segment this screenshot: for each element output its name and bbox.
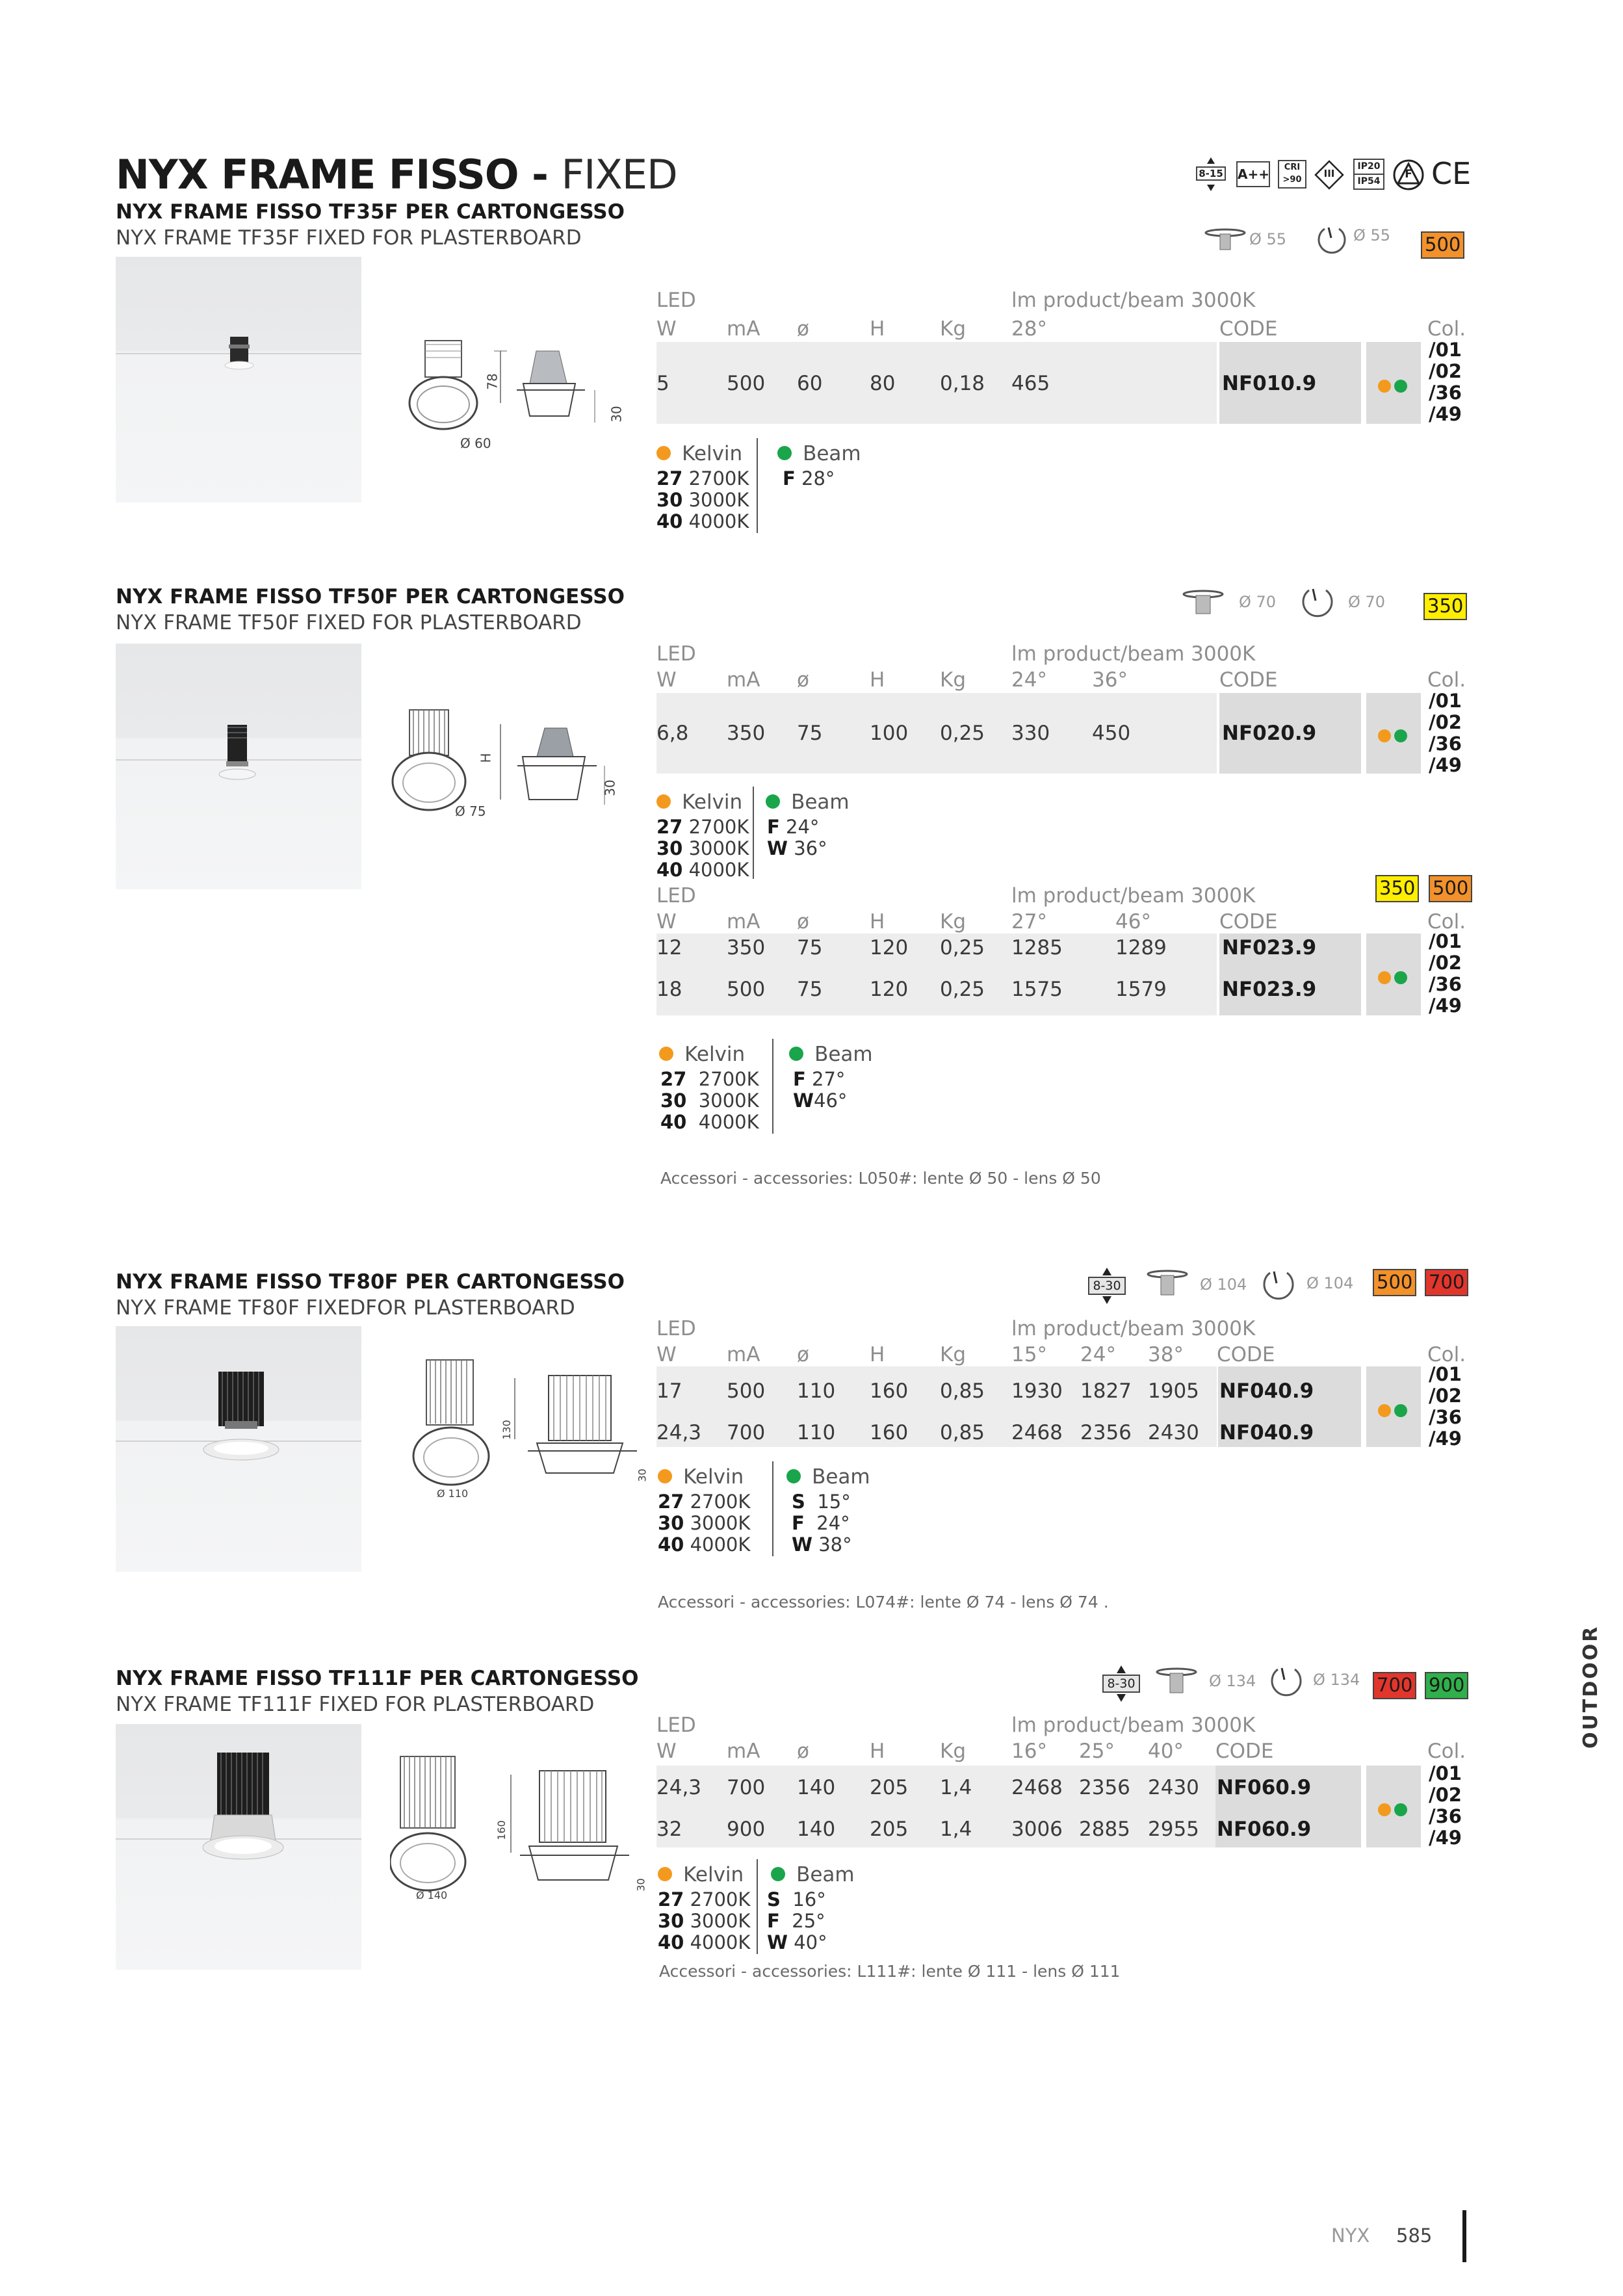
header-ma: mA bbox=[727, 1740, 760, 1763]
class-iii-label: III bbox=[1323, 168, 1335, 179]
kelvin-list: 27 2700K 30 3000K 40 4000K bbox=[660, 1068, 759, 1133]
tilt-icon bbox=[1261, 1268, 1296, 1303]
green-dot-icon bbox=[766, 794, 780, 809]
cell-diameter: 140 bbox=[797, 1818, 836, 1841]
kelvin-label: Kelvin bbox=[683, 1863, 744, 1886]
section-subtitle: NYX FRAME TF50F FIXED FOR PLASTERBOARD bbox=[116, 611, 582, 634]
header-h: H bbox=[870, 1343, 885, 1366]
kelvin-label: Kelvin bbox=[684, 1043, 746, 1066]
header-lm: lm product/beam 3000K bbox=[1011, 289, 1256, 312]
color-codes: /01 /02 /36 /49 bbox=[1429, 1363, 1462, 1450]
header-beam: 24° bbox=[1080, 1343, 1116, 1366]
cell-h: 80 bbox=[870, 372, 896, 395]
header-diameter: ø bbox=[797, 668, 809, 692]
header-ma: mA bbox=[727, 668, 760, 692]
cell-kg: 0,85 bbox=[940, 1379, 985, 1403]
cell-lm: 2430 bbox=[1148, 1776, 1199, 1799]
cell-kg: 1,4 bbox=[940, 1818, 972, 1841]
cell-lm: 465 bbox=[1011, 372, 1050, 395]
product-photo bbox=[116, 1326, 361, 1572]
kelvin-legend bbox=[658, 1863, 744, 1886]
cell-ma: 500 bbox=[727, 372, 766, 395]
color-codes: /01 /02 /36 /49 bbox=[1429, 930, 1462, 1017]
tilt-icon bbox=[1316, 224, 1348, 256]
cell-w: 5 bbox=[656, 372, 669, 395]
color-dots bbox=[1378, 971, 1407, 987]
kelvin-legend bbox=[658, 1465, 744, 1489]
legend-divider bbox=[772, 1039, 773, 1134]
cell-kg: 0,18 bbox=[940, 372, 985, 395]
legend-divider bbox=[757, 1859, 758, 1954]
cell-h: 120 bbox=[870, 936, 909, 959]
cell-w: 12 bbox=[656, 936, 682, 959]
title-separator: - bbox=[532, 151, 548, 198]
cell-lm: 1930 bbox=[1011, 1379, 1063, 1403]
orange-dot-icon bbox=[1378, 971, 1391, 984]
beam-legend bbox=[786, 1465, 870, 1489]
header-beam: 36° bbox=[1092, 668, 1128, 692]
section-title: NYX FRAME FISSO TF35F PER CARTONGESSO bbox=[116, 200, 625, 224]
orange-dot-icon bbox=[1378, 1803, 1391, 1816]
cell-lm: 1905 bbox=[1148, 1379, 1199, 1403]
orange-dot-icon bbox=[659, 1047, 673, 1061]
energy-class-icon: A++ bbox=[1236, 161, 1270, 187]
cell-kg: 0,85 bbox=[940, 1421, 985, 1444]
green-dot-icon bbox=[789, 1047, 803, 1061]
tilt-diameter: Ø 70 bbox=[1348, 593, 1386, 611]
cell-ma: 700 bbox=[727, 1421, 766, 1444]
product-code: NF060.9 bbox=[1217, 1818, 1312, 1841]
header-kg: Kg bbox=[940, 1343, 967, 1366]
orange-dot-icon bbox=[658, 1469, 672, 1483]
cell-h: 160 bbox=[870, 1421, 909, 1444]
header-beam: 27° bbox=[1011, 910, 1047, 933]
cell-h: 160 bbox=[870, 1379, 909, 1403]
footer-name: NYX bbox=[1331, 2224, 1370, 2247]
accessories-note: Accessori - accessories: L050#: lente Ø 50 - lens Ø 50 bbox=[660, 1169, 1101, 1188]
section-subtitle: NYX FRAME TF35F FIXED FOR PLASTERBOARD bbox=[116, 226, 582, 250]
product-photo bbox=[116, 257, 361, 502]
cell-lm: 1289 bbox=[1115, 936, 1167, 959]
drawing-height: 130 bbox=[500, 1420, 513, 1440]
section-subtitle: NYX FRAME TF111F FIXED FOR PLASTERBOARD bbox=[116, 1693, 595, 1716]
header-diameter: ø bbox=[797, 317, 809, 341]
header-beam: 15° bbox=[1011, 1343, 1047, 1366]
kelvin-list: 27 2700K 30 3000K 40 4000K bbox=[658, 1888, 751, 1953]
legend-divider bbox=[753, 787, 754, 879]
cut-diameter: Ø 55 bbox=[1249, 230, 1287, 248]
tilt-diameter: Ø 55 bbox=[1353, 226, 1391, 244]
header-code: CODE bbox=[1217, 1343, 1275, 1366]
header-led: LED bbox=[656, 642, 696, 666]
header-w: W bbox=[656, 317, 677, 341]
header-h: H bbox=[870, 910, 885, 933]
header-beam: 28° bbox=[1011, 317, 1047, 341]
kelvin-list: 27 2700K 30 3000K 40 4000K bbox=[656, 467, 749, 532]
header-w: W bbox=[656, 1740, 677, 1763]
page-title bbox=[116, 151, 677, 198]
beam-list: F 28° bbox=[783, 467, 835, 489]
color-dots bbox=[1378, 1404, 1407, 1420]
section-title: NYX FRAME FISSO TF50F PER CARTONGESSO bbox=[116, 585, 625, 608]
beam-legend bbox=[789, 1043, 873, 1066]
cell-diameter: 110 bbox=[797, 1379, 836, 1403]
technical-drawing bbox=[398, 1359, 651, 1502]
header-h: H bbox=[870, 1740, 885, 1763]
legend-divider bbox=[757, 438, 758, 533]
green-dot-icon bbox=[1394, 380, 1407, 393]
certification-icons bbox=[1195, 156, 1472, 195]
kelvin-legend bbox=[656, 442, 742, 465]
cell-lm: 2955 bbox=[1148, 1818, 1199, 1841]
header-kg: Kg bbox=[940, 910, 967, 933]
current-badge-700: 700 bbox=[1425, 1269, 1468, 1296]
header-code: CODE bbox=[1219, 668, 1278, 692]
cell-w: 6,8 bbox=[656, 722, 689, 745]
orange-dot-icon bbox=[1378, 1404, 1391, 1417]
beam-label: Beam bbox=[812, 1465, 870, 1489]
cell-kg: 0,25 bbox=[940, 936, 985, 959]
orange-dot-icon bbox=[1378, 380, 1391, 393]
cell-kg: 0,25 bbox=[940, 722, 985, 745]
header-kg: Kg bbox=[940, 1740, 967, 1763]
header-led: LED bbox=[656, 289, 696, 312]
section-subtitle: NYX FRAME TF80F FIXEDFOR PLASTERBOARD bbox=[116, 1296, 575, 1320]
cut-diameter: Ø 70 bbox=[1239, 593, 1277, 611]
cut-diameter-icon bbox=[1144, 1269, 1191, 1301]
current-badge-700: 700 bbox=[1373, 1672, 1416, 1699]
cell-h: 205 bbox=[870, 1776, 909, 1799]
drawing-diameter: Ø 140 bbox=[416, 1889, 448, 1901]
drawing-recess: 30 bbox=[636, 1468, 649, 1482]
header-diameter: ø bbox=[797, 1343, 809, 1366]
beam-label: Beam bbox=[796, 1863, 855, 1886]
header-beam: 16° bbox=[1011, 1740, 1047, 1763]
beam-legend bbox=[766, 790, 850, 814]
header-h: H bbox=[870, 668, 885, 692]
beam-legend bbox=[771, 1863, 855, 1886]
header-col: Col. bbox=[1427, 1740, 1466, 1763]
cell-diameter: 75 bbox=[797, 936, 823, 959]
footer-bar bbox=[1462, 2210, 1466, 2262]
cri-icon: CRI >90 bbox=[1278, 160, 1306, 189]
drawing-diameter: Ø 75 bbox=[455, 803, 486, 819]
beam-angle-icon bbox=[1087, 1266, 1127, 1305]
accessories-note: Accessori - accessories: L074#: lente Ø 74 - lens Ø 74 . bbox=[658, 1593, 1109, 1611]
cell-lm: 2468 bbox=[1011, 1421, 1063, 1444]
drawing-diameter: Ø 110 bbox=[437, 1487, 469, 1500]
cell-diameter: 75 bbox=[797, 722, 823, 745]
technical-drawing bbox=[390, 1755, 650, 1905]
header-lm: lm product/beam 3000K bbox=[1011, 884, 1256, 907]
cell-ma: 500 bbox=[727, 978, 766, 1001]
beam-angle-label: 8-30 bbox=[1102, 1675, 1140, 1693]
drawing-height: H bbox=[478, 753, 494, 763]
drawing-height: 78 bbox=[484, 373, 500, 390]
product-code: NF023.9 bbox=[1222, 936, 1317, 959]
tilt-icon bbox=[1269, 1664, 1304, 1699]
product-code: NF040.9 bbox=[1219, 1379, 1314, 1403]
cell-lm: 2356 bbox=[1080, 1421, 1132, 1444]
cell-ma: 350 bbox=[727, 936, 766, 959]
header-beam: 25° bbox=[1079, 1740, 1115, 1763]
current-badge-500: 500 bbox=[1373, 1269, 1416, 1296]
kelvin-list: 27 2700K 30 3000K 40 4000K bbox=[658, 1491, 751, 1556]
cell-lm: 450 bbox=[1092, 722, 1131, 745]
beam-angle-icon bbox=[1101, 1664, 1141, 1703]
header-led: LED bbox=[656, 1317, 696, 1340]
cell-h: 100 bbox=[870, 722, 909, 745]
cut-diameter-icon bbox=[1202, 228, 1248, 254]
color-codes: /01 /02 /36 /49 bbox=[1429, 339, 1462, 425]
side-tab-outdoor: OUTDOOR bbox=[1579, 1624, 1602, 1749]
cell-h: 205 bbox=[870, 1818, 909, 1841]
ip-rating-icon bbox=[1353, 159, 1384, 190]
header-lm: lm product/beam 3000K bbox=[1011, 642, 1256, 666]
beam-list: F 27° W46° bbox=[793, 1068, 848, 1112]
green-dot-icon bbox=[1394, 1803, 1407, 1816]
cell-h: 120 bbox=[870, 978, 909, 1001]
green-dot-icon bbox=[771, 1867, 785, 1881]
header-ma: mA bbox=[727, 317, 760, 341]
beam-label: Beam bbox=[791, 790, 850, 814]
header-beam: 46° bbox=[1115, 910, 1151, 933]
current-badge-900: 900 bbox=[1425, 1672, 1468, 1699]
cell-w: 32 bbox=[656, 1818, 682, 1841]
cell-diameter: 75 bbox=[797, 978, 823, 1001]
cell-lm: 330 bbox=[1011, 722, 1050, 745]
cut-diameter-icon bbox=[1180, 589, 1226, 619]
technical-drawing bbox=[396, 332, 643, 455]
green-dot-icon bbox=[1394, 729, 1407, 742]
drawing-recess: 30 bbox=[634, 1878, 647, 1892]
kelvin-label: Kelvin bbox=[682, 442, 743, 465]
title-bold: NYX FRAME FISSO bbox=[116, 151, 519, 198]
header-led: LED bbox=[656, 1714, 696, 1737]
drawing-height: 160 bbox=[495, 1820, 508, 1840]
ce-mark-icon: CE bbox=[1431, 156, 1472, 191]
header-beam: 40° bbox=[1148, 1740, 1184, 1763]
cell-diameter: 110 bbox=[797, 1421, 836, 1444]
color-codes: /01 /02 /36 /49 bbox=[1429, 690, 1462, 776]
drawing-diameter: Ø 60 bbox=[460, 436, 491, 451]
kelvin-label: Kelvin bbox=[682, 790, 743, 814]
header-h: H bbox=[870, 317, 885, 341]
product-code: NF023.9 bbox=[1222, 978, 1317, 1001]
cell-lm: 1575 bbox=[1011, 978, 1063, 1001]
technical-drawing bbox=[390, 709, 637, 826]
tilt-diameter: Ø 104 bbox=[1306, 1274, 1354, 1292]
header-col: Col. bbox=[1427, 910, 1466, 933]
header-kg: Kg bbox=[940, 668, 967, 692]
header-code: CODE bbox=[1215, 1740, 1274, 1763]
cell-lm: 1579 bbox=[1115, 978, 1167, 1001]
kelvin-legend bbox=[659, 1043, 745, 1066]
header-code: CODE bbox=[1219, 910, 1278, 933]
header-kg: Kg bbox=[940, 317, 967, 341]
color-dots bbox=[1378, 1803, 1407, 1819]
green-dot-icon bbox=[777, 446, 792, 460]
header-col: Col. bbox=[1427, 317, 1466, 341]
header-led: LED bbox=[656, 884, 696, 907]
cell-ma: 700 bbox=[727, 1776, 766, 1799]
f-mark-label: F bbox=[1405, 168, 1412, 181]
header-ma: mA bbox=[727, 1343, 760, 1366]
beam-angle-icon bbox=[1195, 156, 1227, 192]
cell-diameter: 140 bbox=[797, 1776, 836, 1799]
cell-lm: 2430 bbox=[1148, 1421, 1199, 1444]
beam-label: Beam bbox=[814, 1043, 873, 1066]
green-dot-icon bbox=[1394, 1404, 1407, 1417]
cell-w: 17 bbox=[656, 1379, 682, 1403]
header-code: CODE bbox=[1219, 317, 1278, 341]
cell-lm: 2468 bbox=[1011, 1776, 1063, 1799]
header-w: W bbox=[656, 668, 677, 692]
header-beam: 38° bbox=[1148, 1343, 1184, 1366]
drawing-recess: 30 bbox=[608, 406, 625, 423]
cell-lm: 1827 bbox=[1080, 1379, 1132, 1403]
cell-lm: 3006 bbox=[1011, 1818, 1063, 1841]
cell-kg: 1,4 bbox=[940, 1776, 972, 1799]
cell-w: 24,3 bbox=[656, 1776, 702, 1799]
kelvin-list: 27 2700K 30 3000K 40 4000K bbox=[656, 816, 749, 881]
cut-diameter-icon bbox=[1153, 1667, 1200, 1699]
cell-w: 24,3 bbox=[656, 1421, 702, 1444]
cell-ma: 500 bbox=[727, 1379, 766, 1403]
header-w: W bbox=[656, 910, 677, 933]
cell-lm: 1285 bbox=[1011, 936, 1063, 959]
header-w: W bbox=[656, 1343, 677, 1366]
title-light: FIXED bbox=[561, 151, 677, 198]
green-dot-icon bbox=[786, 1469, 801, 1483]
section-title: NYX FRAME FISSO TF111F PER CARTONGESSO bbox=[116, 1667, 639, 1690]
header-col: Col. bbox=[1427, 668, 1466, 692]
green-dot-icon bbox=[1394, 971, 1407, 984]
beam-list: S 15° F 24° W 38° bbox=[792, 1491, 852, 1556]
product-code: NF010.9 bbox=[1222, 372, 1317, 395]
header-diameter: ø bbox=[797, 1740, 809, 1763]
cell-lm: 2885 bbox=[1079, 1818, 1130, 1841]
header-lm: lm product/beam 3000K bbox=[1011, 1714, 1256, 1737]
tilt-diameter: Ø 134 bbox=[1313, 1671, 1360, 1689]
cell-ma: 350 bbox=[727, 722, 766, 745]
header-ma: mA bbox=[727, 910, 760, 933]
orange-dot-icon bbox=[658, 1867, 672, 1881]
header-diameter: ø bbox=[797, 910, 809, 933]
color-codes: /01 /02 /36 /49 bbox=[1429, 1762, 1462, 1849]
beam-label: Beam bbox=[803, 442, 861, 465]
current-badge-500: 500 bbox=[1421, 231, 1464, 259]
cell-diameter: 60 bbox=[797, 372, 823, 395]
section-title: NYX FRAME FISSO TF80F PER CARTONGESSO bbox=[116, 1270, 625, 1294]
header-col: Col. bbox=[1427, 1343, 1466, 1366]
beam-list: F 24° W 36° bbox=[767, 816, 827, 859]
tilt-icon bbox=[1300, 585, 1335, 620]
product-photo bbox=[116, 1724, 361, 1970]
product-photo bbox=[116, 644, 361, 889]
kelvin-label: Kelvin bbox=[683, 1465, 744, 1489]
class-iii-icon bbox=[1314, 160, 1344, 190]
ip-bottom-label: IP54 bbox=[1355, 174, 1383, 189]
cut-diameter: Ø 134 bbox=[1209, 1672, 1256, 1690]
product-code: NF040.9 bbox=[1219, 1421, 1314, 1444]
product-code: NF020.9 bbox=[1222, 722, 1317, 745]
color-dots bbox=[1378, 380, 1407, 395]
color-dots bbox=[1378, 729, 1407, 745]
beam-list: S 16° F 25° W 40° bbox=[767, 1888, 827, 1953]
header-lm: lm product/beam 3000K bbox=[1011, 1317, 1256, 1340]
orange-dot-icon bbox=[656, 446, 671, 460]
cell-lm: 2356 bbox=[1079, 1776, 1130, 1799]
drawing-recess: 30 bbox=[602, 779, 618, 796]
current-badge-350: 350 bbox=[1375, 875, 1419, 902]
ip-top-label: IP20 bbox=[1357, 161, 1381, 172]
current-badge-350: 350 bbox=[1423, 593, 1467, 620]
legend-divider bbox=[772, 1461, 773, 1556]
product-code: NF060.9 bbox=[1217, 1776, 1312, 1799]
kelvin-legend bbox=[656, 790, 742, 814]
cell-w: 18 bbox=[656, 978, 682, 1001]
f-mark-icon bbox=[1392, 159, 1425, 191]
beam-angle-label: 8-30 bbox=[1088, 1277, 1126, 1295]
page-number: 585 bbox=[1396, 2224, 1433, 2247]
cut-diameter: Ø 104 bbox=[1200, 1275, 1247, 1294]
cell-kg: 0,25 bbox=[940, 978, 985, 1001]
cell-ma: 900 bbox=[727, 1818, 766, 1841]
orange-dot-icon bbox=[656, 794, 671, 809]
beam-legend bbox=[777, 442, 861, 465]
header-beam: 24° bbox=[1011, 668, 1047, 692]
accessories-note: Accessori - accessories: L111#: lente Ø 111 - lens Ø 111 bbox=[659, 1962, 1121, 1981]
beam-angle-label: 8-15 bbox=[1196, 166, 1226, 181]
current-badge-500: 500 bbox=[1429, 875, 1472, 902]
orange-dot-icon bbox=[1378, 729, 1391, 742]
